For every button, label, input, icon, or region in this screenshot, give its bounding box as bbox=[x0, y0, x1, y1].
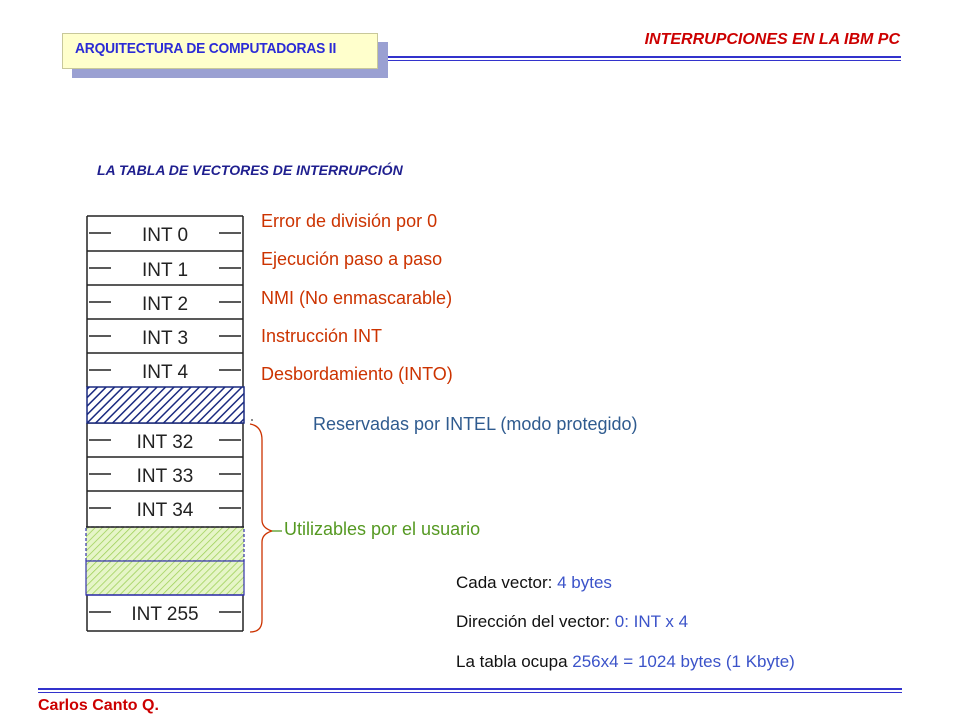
info-vector-size bbox=[456, 573, 612, 593]
int-label-0: INT 0 bbox=[141, 225, 189, 246]
int-label-4: INT 4 bbox=[141, 362, 189, 383]
info-vector-size-value: 4 bytes bbox=[557, 573, 612, 592]
info-address-label: Dirección del vector: bbox=[456, 612, 615, 631]
footer-rule-thin bbox=[38, 692, 902, 693]
int-label-32: INT 32 bbox=[136, 432, 194, 453]
desc-int1: Ejecución paso a paso bbox=[261, 249, 443, 269]
info-table-size-label: La tabla ocupa bbox=[456, 652, 573, 671]
desc-int4: Desbordamiento (INTO) bbox=[261, 364, 453, 384]
desc-user: Utilizables por el usuario bbox=[284, 519, 481, 539]
info-vector-size-label: Cada vector: bbox=[456, 573, 558, 592]
user-range-brace bbox=[250, 424, 272, 632]
info-table-size-value: 256x4 = 1024 bytes (1 Kbyte) bbox=[572, 652, 795, 671]
int-label-2: INT 2 bbox=[141, 294, 189, 315]
desc-int0: Error de división por 0 bbox=[261, 211, 438, 231]
author-name: Carlos Canto Q. bbox=[38, 697, 159, 714]
info-address bbox=[456, 612, 688, 632]
desc-int2: NMI (No enmascarable) bbox=[261, 288, 453, 308]
course-title: ARQUITECTURA DE COMPUTADORAS II bbox=[75, 40, 337, 57]
int-label-1: INT 1 bbox=[141, 260, 189, 281]
info-address-value: 0: INT x 4 bbox=[614, 612, 689, 631]
reserved-block bbox=[87, 387, 244, 423]
user-block-1 bbox=[86, 527, 244, 561]
user-block-2 bbox=[86, 561, 244, 595]
desc-reserved: Reservadas por INTEL (modo protegido) bbox=[313, 414, 638, 434]
section-title: LA TABLA DE VECTORES DE INTERRUPCIÓN bbox=[97, 162, 403, 178]
int-label-34: INT 34 bbox=[136, 500, 194, 521]
int-label-33: INT 33 bbox=[136, 466, 194, 487]
footer-rule bbox=[38, 688, 902, 690]
desc-int3: Instrucción INT bbox=[261, 326, 383, 346]
int-label-255: INT 255 bbox=[131, 604, 199, 625]
int-label-3: INT 3 bbox=[141, 328, 189, 349]
info-table-size bbox=[456, 652, 795, 672]
topic-title: INTERRUPCIONES EN LA IBM PC bbox=[644, 31, 900, 48]
